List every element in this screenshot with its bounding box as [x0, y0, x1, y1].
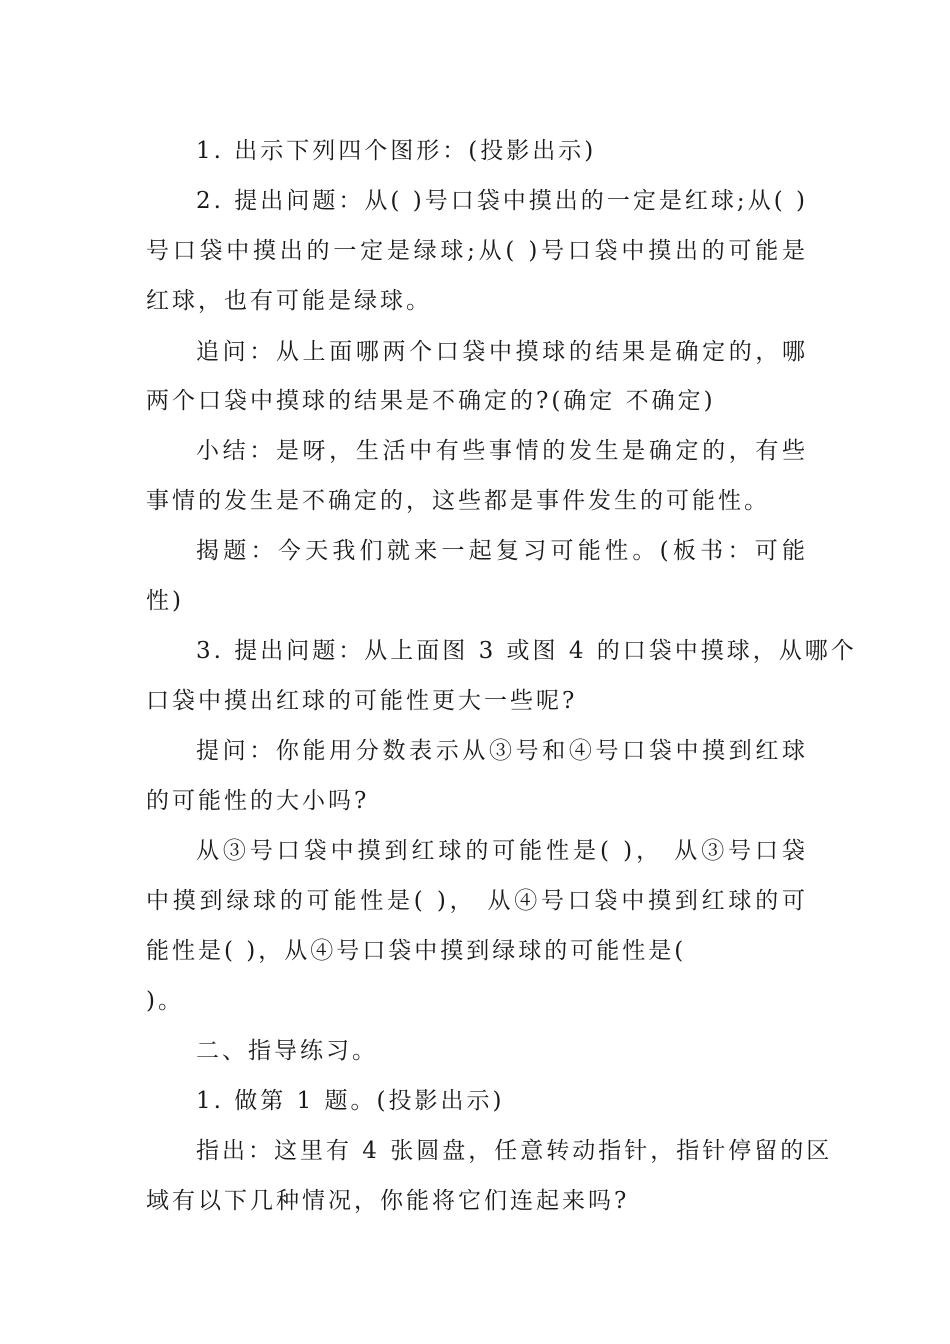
text-line: 1. 出示下列四个图形：(投影出示) — [196, 138, 597, 164]
text-line: )。 — [146, 988, 184, 1014]
text-line: 域有以下几种情况，你能将它们连起来吗? — [146, 1188, 630, 1214]
text-line: 口袋中摸出红球的可能性更大一些呢? — [146, 688, 578, 714]
text-line: 能性是( )，从④号口袋中摸到绿球的可能性是( — [146, 938, 687, 964]
text-line: 小结：是呀，生活中有些事情的发生是确定的，有些 — [196, 438, 808, 464]
text-line: 中摸到绿球的可能性是( )， 从④号口袋中摸到红球的可 — [146, 888, 808, 914]
text-line: 性) — [146, 588, 184, 614]
text-line: 红球，也有可能是绿球。 — [146, 288, 432, 314]
text-line: 事情的发生是不确定的，这些都是事件发生的可能性。 — [146, 488, 770, 514]
text-line: 1. 做第 1 题。(投影出示) — [196, 1088, 505, 1114]
text-line: 追问：从上面哪两个口袋中摸球的结果是确定的，哪 — [196, 339, 808, 365]
text-line: 从③号口袋中摸到红球的可能性是( )， 从③号口袋 — [196, 838, 808, 864]
text-line: 2. 提出问题：从( )号口袋中摸出的一定是红球;从( ) — [196, 188, 808, 214]
text-line: 的可能性的大小吗? — [146, 788, 370, 814]
text-line: 3. 提出问题：从上面图 3 或图 4 的口袋中摸球，从哪个 — [196, 638, 857, 664]
text-line: 提问：你能用分数表示从③号和④号口袋中摸到红球 — [196, 738, 808, 764]
text-line: 指出：这里有 4 张圆盘，任意转动指针，指针停留的区 — [196, 1138, 833, 1164]
text-line: 两个口袋中摸球的结果是不确定的?(确定 不确定) — [146, 388, 716, 414]
section-heading: 二、指导练习。 — [196, 1038, 378, 1064]
text-line: 揭题：今天我们就来一起复习可能性。(板书：可能 — [196, 538, 808, 564]
text-line: 号口袋中摸出的一定是绿球;从( )号口袋中摸出的可能是 — [146, 238, 808, 264]
